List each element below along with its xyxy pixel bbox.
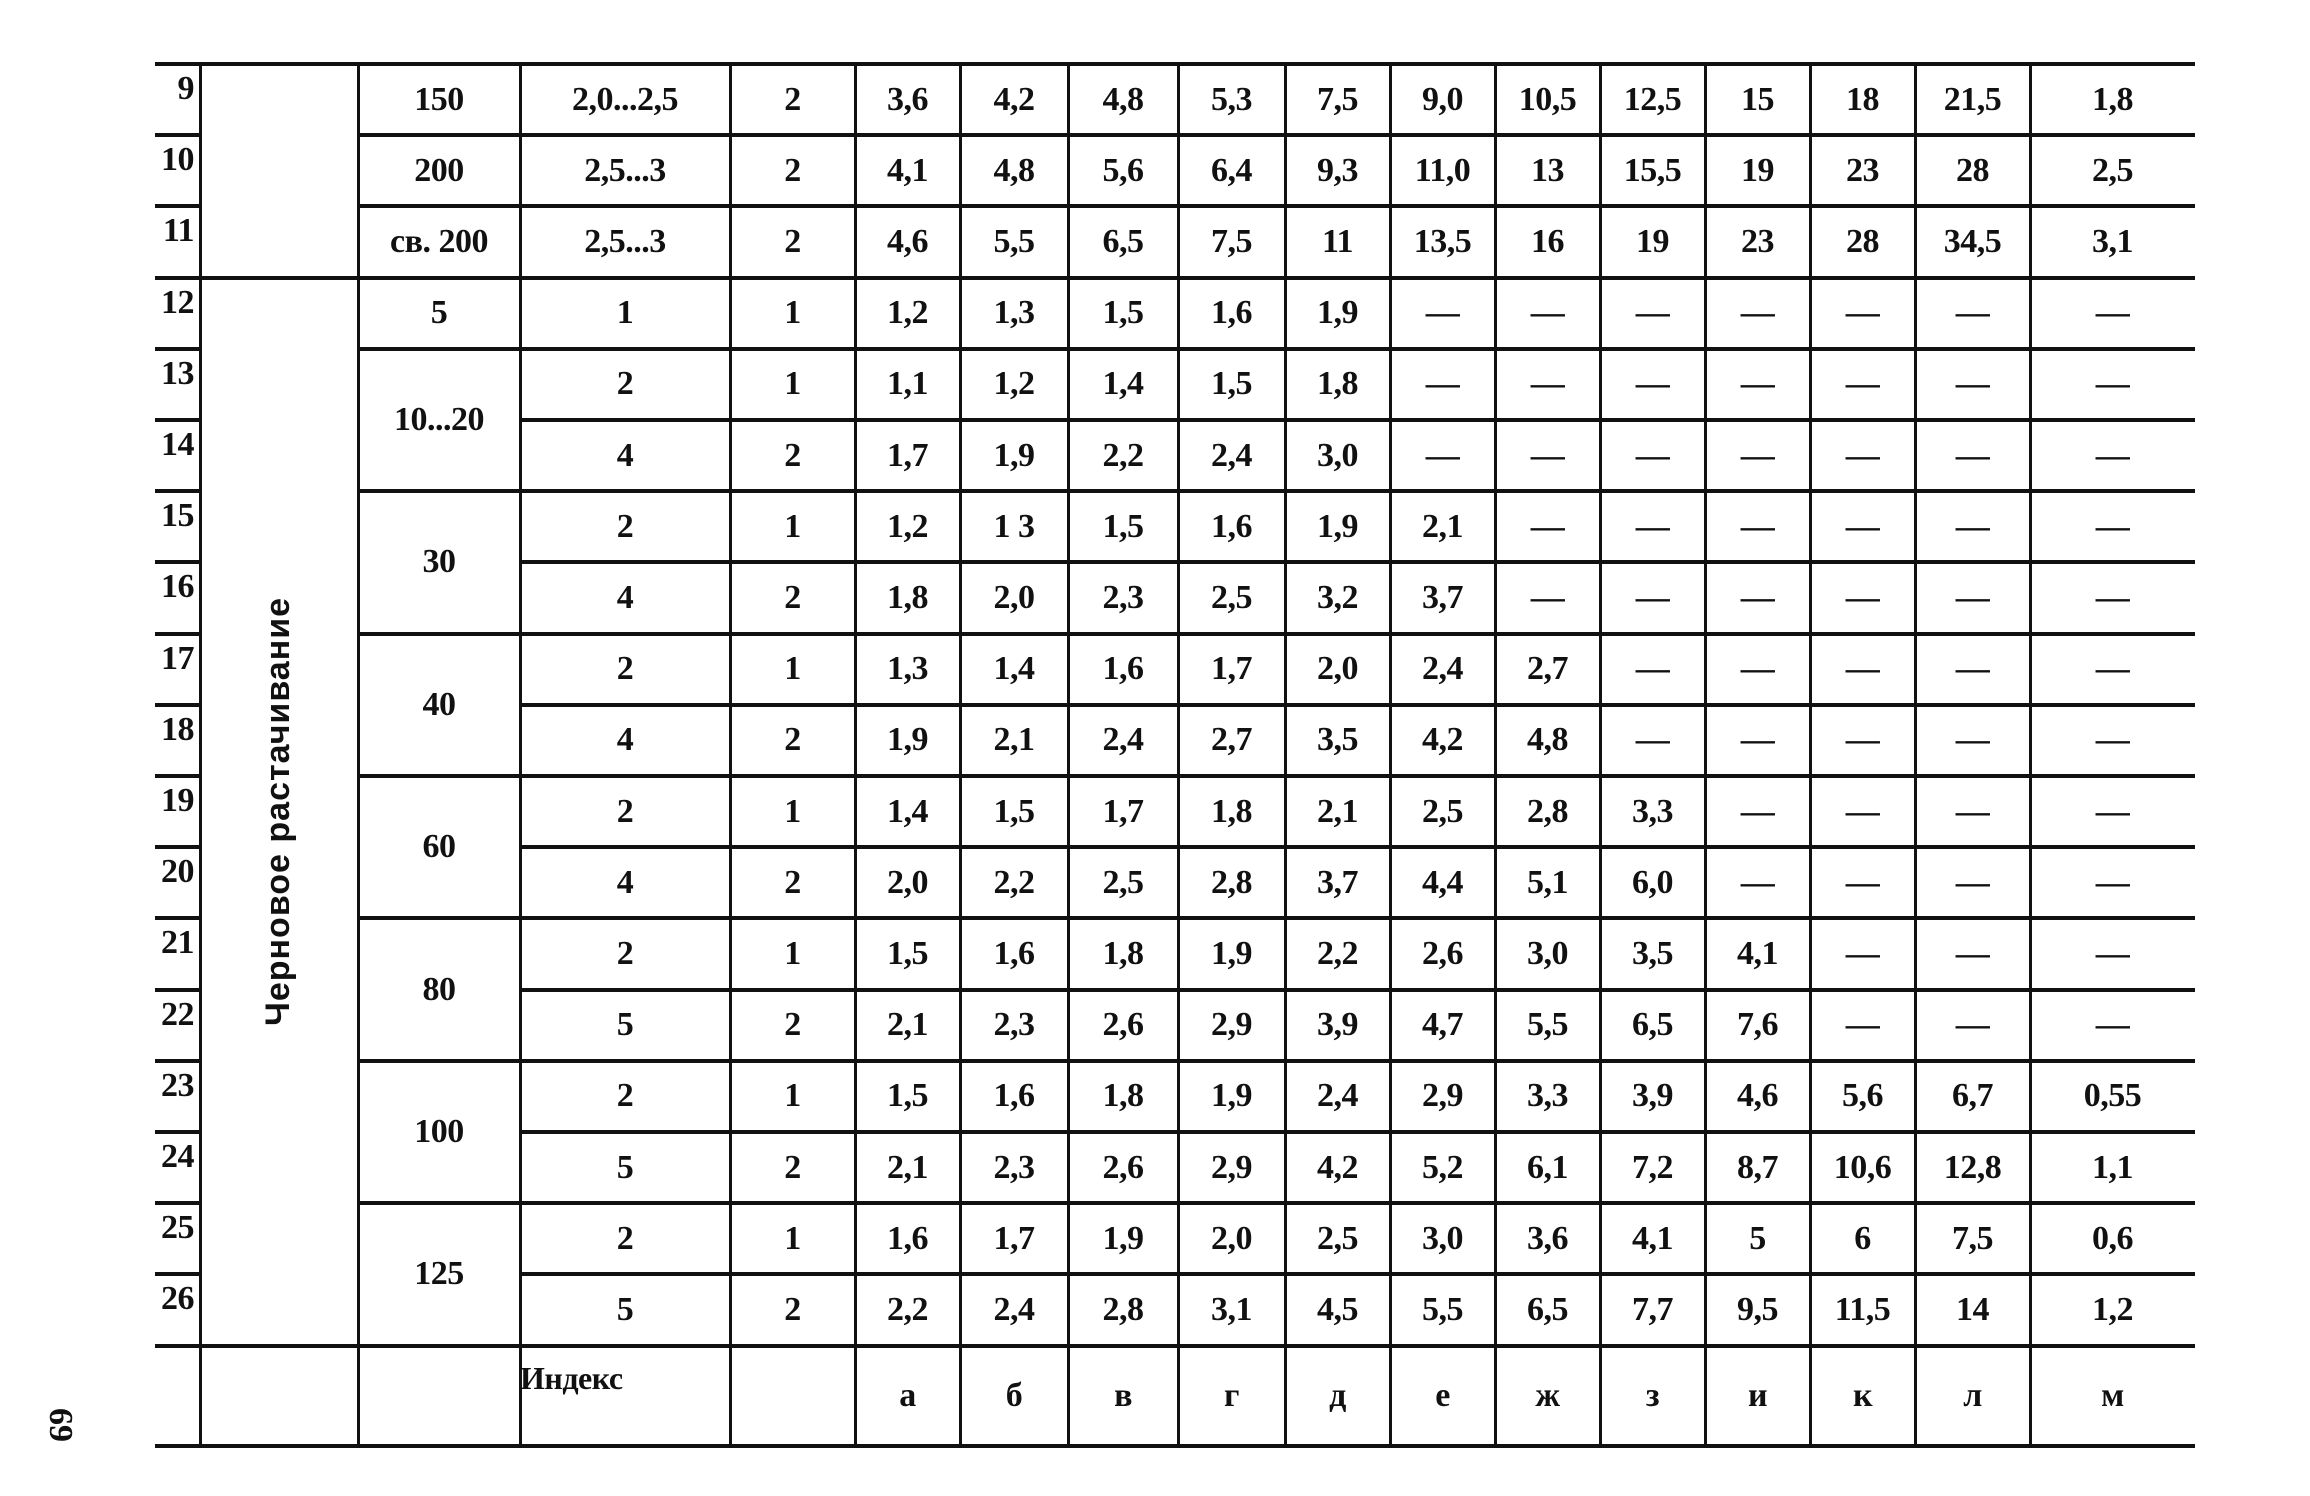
value-cell: 4,6 — [887, 222, 928, 260]
value-cell: 2,4 — [1211, 436, 1252, 474]
value-cell: 28 — [1956, 151, 1989, 189]
value-cell: 5,2 — [1422, 1148, 1463, 1186]
passes-cell: 2 — [784, 222, 801, 260]
value-cell: 1,2 — [887, 294, 928, 332]
value-cell: 2,5 — [1317, 1219, 1358, 1257]
value-cell: 6,7 — [1952, 1077, 1993, 1115]
value-cell: 2,1 — [887, 1148, 928, 1186]
row-number: 21 — [161, 924, 194, 962]
value-cell: 1,7 — [1102, 792, 1144, 830]
diameter-cell: 150 — [414, 80, 464, 118]
depth-cell: 2 — [616, 507, 634, 545]
value-cell: 0,6 — [2092, 1219, 2133, 1257]
value-cell: 28 — [1846, 222, 1879, 260]
operation-group-label — [200, 278, 358, 1346]
value-cell: — — [2095, 365, 2130, 403]
value-cell: — — [1845, 721, 1880, 759]
index-letter: л — [1963, 1376, 1982, 1414]
value-cell: 1,8 — [887, 578, 928, 616]
value-cell: 23 — [1741, 222, 1774, 260]
value-cell: 1,8 — [1102, 934, 1144, 972]
depth-cell: 4 — [616, 721, 634, 759]
diameter-cell: 30 — [422, 543, 456, 581]
row-number: 11 — [162, 212, 194, 250]
value-cell: 2,9 — [1211, 1006, 1252, 1044]
value-cell: — — [1530, 507, 1565, 545]
row-number: 16 — [161, 568, 194, 606]
value-cell: — — [1740, 721, 1775, 759]
value-cell: — — [1955, 436, 1990, 474]
value-cell: 5,6 — [1102, 151, 1144, 189]
value-cell: — — [2095, 436, 2130, 474]
value-cell: 2,1 — [1422, 507, 1463, 545]
row-number: 17 — [161, 639, 194, 677]
passes-cell: 1 — [784, 1077, 801, 1115]
value-cell: — — [1845, 1006, 1880, 1044]
passes-cell: 1 — [784, 792, 801, 830]
row-number: 12 — [161, 283, 194, 321]
value-cell: — — [1955, 721, 1990, 759]
value-cell: 1,8 — [1102, 1077, 1144, 1115]
value-cell: 16 — [1531, 222, 1564, 260]
value-cell: 4,5 — [1317, 1290, 1358, 1328]
value-cell: 11,5 — [1834, 1290, 1891, 1328]
value-cell: 13,5 — [1413, 222, 1472, 260]
value-cell: 3,7 — [1317, 863, 1358, 901]
diameter-cell: 60 — [422, 828, 456, 866]
value-cell: 3,6 — [887, 80, 928, 118]
value-cell: 2,5 — [1102, 863, 1144, 901]
value-cell: 2,4 — [1102, 721, 1144, 759]
row-number: 19 — [161, 782, 194, 819]
value-cell: 1,6 — [887, 1219, 928, 1257]
value-cell: — — [1635, 721, 1670, 759]
passes-cell: 2 — [784, 578, 801, 616]
value-cell: — — [1955, 294, 1990, 332]
value-cell: 1,7 — [887, 436, 928, 474]
value-cell: 1,4 — [993, 650, 1035, 688]
value-cell: 7,2 — [1632, 1148, 1673, 1186]
depth-cell: 2 — [616, 365, 634, 403]
value-cell: 1,8 — [1211, 792, 1252, 830]
value-cell: 1,2 — [2092, 1290, 2133, 1328]
value-cell: 1,9 — [1211, 934, 1252, 972]
value-cell: — — [1635, 650, 1670, 688]
value-cell: 2,8 — [1102, 1290, 1144, 1328]
value-cell: — — [1845, 294, 1880, 332]
depth-cell: 2 — [616, 934, 634, 972]
index-letter: д — [1329, 1376, 1346, 1414]
value-cell: — — [1955, 863, 1990, 901]
value-cell: 4,8 — [1527, 721, 1568, 759]
depth-cell: 2,5...3 — [584, 151, 666, 189]
diameter-cell: 40 — [422, 685, 456, 723]
value-cell: 11 — [1321, 222, 1354, 260]
value-cell: — — [1845, 934, 1880, 972]
value-cell: — — [1845, 507, 1880, 545]
row-number: 13 — [161, 354, 194, 392]
index-label: Индекс — [520, 1359, 623, 1396]
value-cell: 5,3 — [1211, 80, 1252, 118]
value-cell: 2,6 — [1102, 1006, 1144, 1044]
index-letter: в — [1114, 1376, 1132, 1414]
passes-cell: 1 — [784, 1219, 801, 1257]
value-cell: 3,5 — [1317, 721, 1358, 759]
value-cell: — — [1955, 365, 1990, 403]
row-number: 25 — [161, 1209, 194, 1247]
value-cell: 2,1 — [993, 721, 1035, 759]
value-cell: 1,6 — [1211, 294, 1252, 332]
value-cell: 1,5 — [1102, 294, 1144, 332]
value-cell: 1,2 — [887, 507, 928, 545]
value-cell: 1,9 — [1102, 1219, 1144, 1257]
value-cell: — — [1425, 436, 1460, 474]
row-number: 24 — [161, 1138, 194, 1175]
value-cell: 3,0 — [1527, 934, 1568, 972]
value-cell: 2,1 — [1317, 792, 1358, 830]
value-cell: — — [1530, 365, 1565, 403]
value-cell: 6,5 — [1527, 1290, 1568, 1328]
depth-cell: 2 — [616, 1077, 634, 1115]
value-cell: — — [1845, 578, 1880, 616]
row-number: 14 — [161, 426, 194, 463]
depth-cell: 5 — [616, 1148, 634, 1186]
value-cell: 1,9 — [1317, 507, 1358, 545]
value-cell: — — [1740, 507, 1775, 545]
value-cell: 2,4 — [993, 1290, 1035, 1328]
value-cell: 4,8 — [993, 151, 1035, 189]
value-cell: 2,4 — [1422, 650, 1463, 688]
passes-cell: 1 — [784, 294, 801, 332]
value-cell: 13 — [1531, 151, 1564, 189]
value-cell: 5,1 — [1527, 863, 1568, 901]
value-cell: 7,5 — [1317, 80, 1358, 118]
value-cell: 8,7 — [1737, 1148, 1778, 1186]
passes-cell: 2 — [784, 80, 801, 118]
value-cell: 3,3 — [1632, 792, 1673, 830]
value-cell: 3,7 — [1422, 578, 1463, 616]
value-cell: 10,5 — [1518, 80, 1577, 118]
depth-cell: 5 — [616, 1006, 634, 1044]
value-cell: 1,7 — [1211, 650, 1252, 688]
value-cell: — — [2095, 792, 2130, 830]
passes-cell: 2 — [784, 436, 801, 474]
value-cell: 23 — [1846, 151, 1879, 189]
value-cell: 2,7 — [1527, 650, 1568, 688]
passes-cell: 2 — [784, 863, 801, 901]
value-cell: 1,9 — [993, 436, 1035, 474]
value-cell: 6,5 — [1102, 222, 1144, 260]
value-cell: — — [1740, 863, 1775, 901]
value-cell: 2,6 — [1102, 1148, 1144, 1186]
value-cell: 3,5 — [1632, 934, 1673, 972]
value-cell: 2,2 — [993, 863, 1035, 901]
diameter-cell: 10...20 — [394, 400, 484, 438]
value-cell: — — [1530, 294, 1565, 332]
value-cell: — — [1635, 578, 1670, 616]
value-cell: 2,5 — [2092, 151, 2133, 189]
page-number: 69 — [42, 1408, 79, 1442]
value-cell: — — [2095, 578, 2130, 616]
value-cell: 14 — [1956, 1290, 1989, 1328]
value-cell: 9,5 — [1737, 1290, 1778, 1328]
value-cell: 5,6 — [1842, 1077, 1883, 1115]
value-cell: 3,0 — [1422, 1219, 1463, 1257]
value-cell: 34,5 — [1943, 222, 2002, 260]
row-number: 18 — [161, 710, 194, 748]
value-cell: 1,1 — [2092, 1148, 2133, 1186]
value-cell: 5,5 — [1422, 1290, 1463, 1328]
depth-cell: 4 — [616, 436, 634, 474]
value-cell: 2,3 — [993, 1148, 1035, 1186]
value-cell: 7,5 — [1952, 1219, 1993, 1257]
diameter-cell: 80 — [422, 970, 456, 1008]
index-letter: и — [1747, 1376, 1768, 1414]
value-cell: 2,0 — [1211, 1219, 1252, 1257]
index-letter: г — [1224, 1376, 1239, 1414]
depth-cell: 4 — [616, 578, 634, 616]
value-cell: — — [1845, 792, 1880, 830]
value-cell: 3,9 — [1317, 1006, 1358, 1044]
value-cell: — — [1635, 365, 1670, 403]
value-cell: 2,0 — [1317, 650, 1358, 688]
value-cell: — — [1740, 294, 1775, 332]
value-cell: — — [1635, 294, 1670, 332]
value-cell: 12,5 — [1623, 80, 1682, 118]
row-number: 23 — [161, 1066, 194, 1104]
value-cell: 7,6 — [1737, 1006, 1778, 1044]
value-cell: 2,2 — [1102, 436, 1144, 474]
value-cell: — — [1955, 507, 1990, 545]
row-number: 15 — [161, 497, 194, 535]
value-cell: 4,2 — [993, 80, 1035, 118]
value-cell: — — [1740, 792, 1775, 830]
value-cell: 1,3 — [993, 294, 1035, 332]
row-number: 9 — [177, 70, 194, 107]
passes-cell: 2 — [784, 151, 801, 189]
value-cell: 3,9 — [1632, 1077, 1673, 1115]
value-cell: 1,2 — [993, 365, 1035, 403]
passes-cell: 2 — [784, 1006, 801, 1044]
value-cell: 10,6 — [1833, 1148, 1892, 1186]
value-cell: 1,4 — [1102, 365, 1144, 403]
depth-cell: 2 — [616, 792, 634, 830]
value-cell: 1,5 — [1211, 365, 1252, 403]
passes-cell: 2 — [784, 721, 801, 759]
passes-cell: 1 — [784, 507, 801, 545]
value-cell: 1,5 — [993, 792, 1035, 830]
depth-cell: 2,5...3 — [584, 222, 666, 260]
value-cell: 4,1 — [1737, 934, 1778, 972]
value-cell: 4,4 — [1422, 863, 1463, 901]
value-cell: 1,5 — [887, 934, 928, 972]
operation-group-text: Черновое растачивание — [259, 597, 298, 1027]
value-cell: 1,6 — [993, 934, 1035, 972]
value-cell: 2,9 — [1211, 1148, 1252, 1186]
value-cell: 4,2 — [1422, 721, 1463, 759]
depth-cell: 2 — [616, 650, 634, 688]
depth-cell: 4 — [616, 863, 634, 901]
value-cell: — — [1530, 578, 1565, 616]
value-cell: 4,1 — [887, 151, 928, 189]
value-cell: 6 — [1854, 1219, 1871, 1257]
value-cell: 2,0 — [993, 578, 1035, 616]
passes-cell: 2 — [784, 1290, 801, 1328]
value-cell: 7,7 — [1632, 1290, 1673, 1328]
value-cell: 1,3 — [887, 650, 928, 688]
value-cell: 2,3 — [993, 1006, 1035, 1044]
value-cell: — — [1955, 578, 1990, 616]
value-cell: 2,7 — [1211, 721, 1252, 759]
value-cell: — — [2095, 650, 2130, 688]
value-cell: 4,7 — [1422, 1006, 1463, 1044]
value-cell: 3,1 — [1211, 1290, 1252, 1328]
value-cell: 2,0 — [887, 863, 928, 901]
passes-cell: 1 — [784, 934, 801, 972]
row-number: 10 — [161, 141, 194, 179]
value-cell: — — [2095, 294, 2130, 332]
value-cell: 1,4 — [887, 792, 928, 830]
value-cell: 4,2 — [1317, 1148, 1358, 1186]
value-cell: — — [2095, 507, 2130, 545]
value-cell: 2,2 — [1317, 934, 1358, 972]
value-cell: 21,5 — [1943, 80, 2002, 118]
passes-cell: 2 — [784, 1148, 801, 1186]
value-cell: 5,5 — [993, 222, 1035, 260]
index-letter: а — [899, 1376, 916, 1414]
value-cell: 1,5 — [887, 1077, 928, 1115]
value-cell: 9,3 — [1317, 151, 1358, 189]
value-cell: 6,1 — [1527, 1148, 1568, 1186]
value-cell: 1,8 — [1317, 365, 1358, 403]
value-cell: 1,6 — [993, 1077, 1035, 1115]
value-cell: 19 — [1741, 151, 1774, 189]
passes-cell: 1 — [784, 365, 801, 403]
depth-cell: 2 — [616, 1219, 634, 1257]
value-cell: 1,9 — [887, 721, 928, 759]
value-cell: 5,5 — [1527, 1006, 1568, 1044]
diameter-cell: 200 — [414, 151, 464, 189]
value-cell: 1,5 — [1102, 507, 1144, 545]
value-cell: 15,5 — [1623, 151, 1682, 189]
index-letter: к — [1852, 1376, 1873, 1414]
value-cell: 7,5 — [1211, 222, 1252, 260]
value-cell: 2,6 — [1422, 934, 1463, 972]
value-cell: 1,6 — [1102, 650, 1144, 688]
value-cell: 3,0 — [1317, 436, 1358, 474]
diameter-cell: 100 — [414, 1112, 464, 1150]
value-cell: 6,0 — [1632, 863, 1673, 901]
depth-cell: 1 — [616, 294, 634, 332]
value-cell: — — [2095, 863, 2130, 901]
value-cell: — — [1740, 578, 1775, 616]
value-cell: 1,9 — [1211, 1077, 1252, 1115]
row-number: 22 — [161, 995, 194, 1033]
value-cell: 9,0 — [1422, 80, 1463, 118]
value-cell: 6,5 — [1632, 1006, 1673, 1044]
index-letter: з — [1645, 1376, 1660, 1414]
value-cell: 18 — [1846, 80, 1879, 118]
value-cell: — — [1845, 365, 1880, 403]
row-number: 26 — [161, 1280, 194, 1318]
value-cell: — — [1530, 436, 1565, 474]
value-cell: 3,1 — [2092, 222, 2133, 260]
value-cell: 6,4 — [1211, 151, 1252, 189]
value-cell: 1,7 — [993, 1219, 1035, 1257]
passes-cell: 1 — [784, 650, 801, 688]
value-cell: — — [2095, 934, 2130, 972]
value-cell: 4,8 — [1102, 80, 1144, 118]
value-cell: — — [1845, 650, 1880, 688]
row-number: 20 — [161, 853, 194, 891]
value-cell: 19 — [1636, 222, 1669, 260]
value-cell: 2,5 — [1422, 792, 1463, 830]
value-cell: — — [2095, 721, 2130, 759]
depth-cell: 5 — [616, 1290, 634, 1328]
index-letter: м — [2101, 1376, 2124, 1414]
value-cell: — — [1635, 436, 1670, 474]
depth-cell: 2,0...2,5 — [572, 80, 678, 118]
index-letter: б — [1005, 1376, 1023, 1414]
value-cell: 3,2 — [1317, 578, 1358, 616]
value-cell: — — [1955, 1006, 1990, 1044]
value-cell: 2,1 — [887, 1006, 928, 1044]
value-cell: — — [1635, 507, 1670, 545]
value-cell: 3,3 — [1527, 1077, 1568, 1115]
value-cell: 1,6 — [1211, 507, 1252, 545]
value-cell: — — [1955, 650, 1990, 688]
value-cell: — — [2095, 1006, 2130, 1044]
value-cell: 2,8 — [1211, 863, 1252, 901]
value-cell: — — [1955, 792, 1990, 830]
value-cell: 11,0 — [1414, 151, 1471, 189]
value-cell: 2,5 — [1211, 578, 1252, 616]
diameter-cell: 125 — [414, 1255, 464, 1293]
value-cell: — — [1425, 365, 1460, 403]
value-cell: — — [1955, 934, 1990, 972]
value-cell: — — [1845, 436, 1880, 474]
value-cell: — — [1740, 436, 1775, 474]
value-cell: 2,2 — [887, 1290, 928, 1328]
value-cell: — — [1845, 863, 1880, 901]
value-cell: 4,1 — [1632, 1219, 1673, 1257]
value-cell: 15 — [1741, 80, 1774, 118]
value-cell: 5 — [1749, 1219, 1766, 1257]
value-cell: 1,1 — [887, 365, 928, 403]
value-cell: 3,6 — [1527, 1219, 1568, 1257]
value-cell: 12,8 — [1943, 1148, 2002, 1186]
value-cell: 0,55 — [2083, 1077, 2142, 1115]
value-cell: 2,4 — [1317, 1077, 1358, 1115]
value-cell: — — [1740, 365, 1775, 403]
value-cell: 1 3 — [993, 507, 1035, 545]
index-letter: е — [1435, 1376, 1450, 1414]
value-cell: 2,9 — [1422, 1077, 1463, 1115]
value-cell: 1,9 — [1317, 294, 1358, 332]
value-cell: — — [1425, 294, 1460, 332]
index-letter: ж — [1535, 1376, 1560, 1414]
diameter-cell: 5 — [430, 294, 448, 332]
value-cell: 2,8 — [1527, 792, 1568, 830]
diameter-cell: св. 200 — [390, 222, 488, 260]
value-cell: 1,8 — [2092, 80, 2133, 118]
value-cell: 2,3 — [1102, 578, 1144, 616]
value-cell: — — [1740, 650, 1775, 688]
value-cell: 4,6 — [1737, 1077, 1778, 1115]
